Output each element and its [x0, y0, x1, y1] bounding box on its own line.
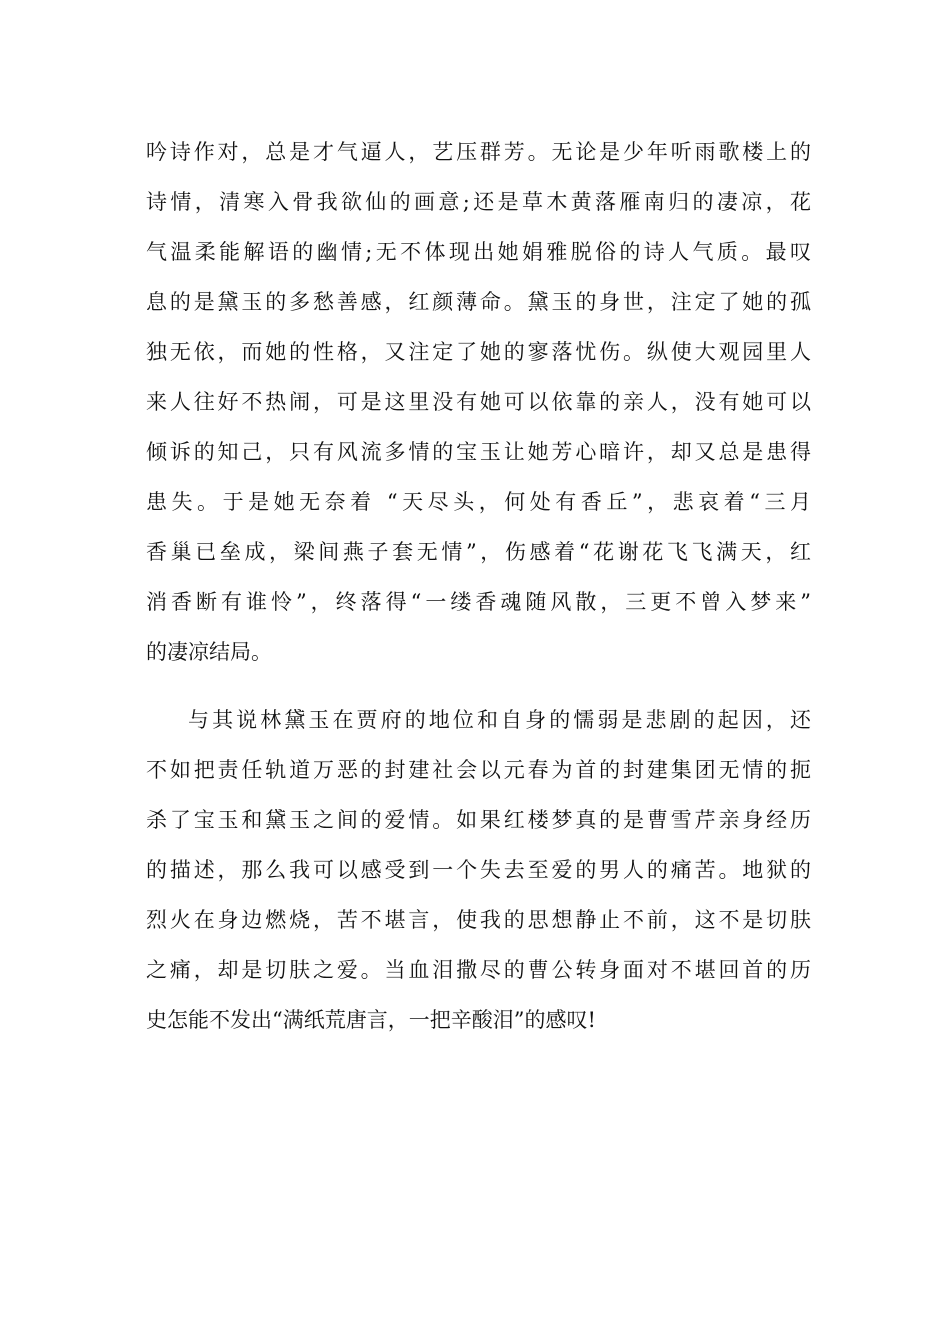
text-line: 倾诉的知己，只有风流多情的宝玉让她芳心暗许，却又总是患得 — [146, 440, 811, 464]
text-line: 不如把责任轨道万恶的封建社会以元春为首的封建集团无情的扼 — [146, 758, 811, 782]
text-line: 之痛，却是切肤之爱。当血泪撒尽的曹公转身面对不堪回首的历 — [146, 958, 811, 982]
paragraph-2 — [146, 695, 811, 1045]
text-line: 独无依，而她的性格，又注定了她的寥落忧伤。纵使大观园里人 — [146, 340, 811, 364]
paragraph-1 — [146, 127, 811, 677]
text-line: 吟诗作对，总是才气逼人，艺压群芳。无论是少年听雨歌楼上的 — [146, 140, 811, 164]
text-line: 史怎能不发出“满纸荒唐言，一把辛酸泪”的感叹! — [146, 1008, 596, 1032]
text-line: 香巢已垒成，梁间燕子套无情”，伤感着“花谢花飞飞满天，红 — [146, 540, 811, 564]
text-line: 患失。于是她无奈着 “天尽头，何处有香丘”，悲哀着“三月 — [146, 490, 811, 514]
text-line: 消香断有谁怜”，终落得“一缕香魂随风散，三更不曾入梦来” — [146, 590, 811, 614]
text-line: 诗情，清寒入骨我欲仙的画意;还是草木黄落雁南归的凄凉，花 — [146, 190, 811, 214]
text-line: 烈火在身边燃烧，苦不堪言，使我的思想静止不前，这不是切肤 — [146, 908, 811, 932]
text-line: 的描述，那么我可以感受到一个失去至爱的男人的痛苦。地狱的 — [146, 858, 811, 882]
text-line: 杀了宝玉和黛玉之间的爱情。如果红楼梦真的是曹雪芹亲身经历 — [146, 808, 811, 832]
text-line: 来人往好不热闹，可是这里没有她可以依靠的亲人，没有她可以 — [146, 390, 811, 414]
text-line: 与其说林黛玉在贾府的地位和自身的懦弱是悲剧的起因，还 — [188, 708, 811, 732]
text-line: 气温柔能解语的幽情;无不体现出她娟雅脱俗的诗人气质。最叹 — [146, 240, 811, 264]
text-line: 息的是黛玉的多愁善感，红颜薄命。黛玉的身世，注定了她的孤 — [146, 290, 811, 314]
text-line: 的凄凉结局。 — [146, 640, 272, 664]
